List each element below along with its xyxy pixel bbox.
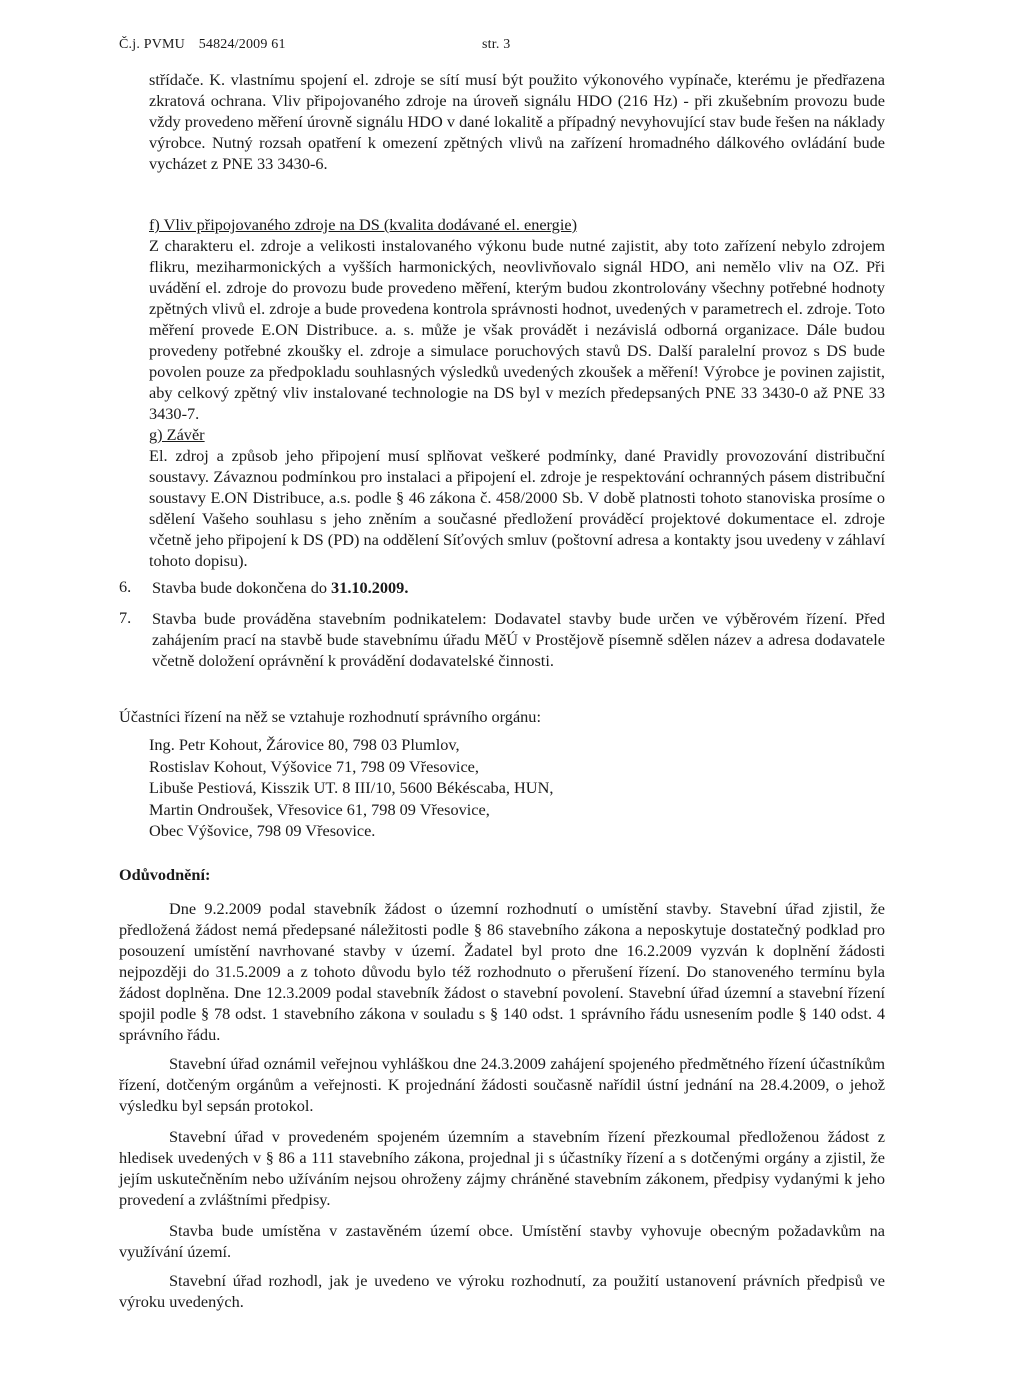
justification-paragraph-4: Stavba bude umístěna v zastavěném území obce. Umístění stavby vyhovuje obecným požadavkům na využívání území. bbox=[119, 1221, 885, 1261]
section-f-body: Z charakteru el. zdroje a velikosti instalovaného výkonu bude nutné zajistit, aby toto zařízení nebylo zdrojem flikru, meziharmonických a vyšších harmonických, neovlivňovalo signál HDO, ani nemělo vliv na OZ. Při uvádění el. zdroje do provozu bude provedeno měření, kterým budou zkontrolovány všechny potřebné hodnoty zpětných vlivů el. zdroje a bude provedena kontrola správnosti hodnot, uvedených v parametrech el. zdroje. Toto měření provede E.ON Distribuce. a. s. může je však provádět i nezávislá odborná organizace. Dále budou provedeny potřebné zkoušky el. zdroje a simulace poruchových stavů DS. Další paralelní provoz s DS bude povolen pouze za předpokladu souhlasných výsledků uvedených zkoušek a měření! Výrobce je povinen zajistit, aby celkový zpětný vliv instalované technologie na DS byl v mezích předepsaných PNE 33 3430-0 až PNE 33 3430-7. bbox=[149, 236, 885, 423]
section-g-body: El. zdroj a způsob jeho připojení musí splňovat veškeré podmínky, dané Pravidly provozování distribuční soustavy. Závaznou podmínkou pro instalaci a připojení el. zdroje je respektování ochranných pásem distribuční soustavy E.ON Distribuce, a.s. podle § 46 zákona č. 458/2000 Sb. V době platnosti tohoto stanoviska prosíme o sdělení Vašeho souhlasu s jeho zněním a současné předložení prováděcí projektové dokumentace el. zdroje včetně jeho připojení k DS (PD) na oddělení Síťových smluv (poštovní adresa a kontakty jsou uvedeny v záhlaví tohoto dopisu). bbox=[149, 446, 885, 570]
page-number: str. 3 bbox=[482, 37, 511, 52]
reference-number: 54824/2009 61 bbox=[198, 37, 286, 52]
section-g-heading: g) Závěr bbox=[149, 425, 205, 444]
justification-heading: Odůvodnění: bbox=[119, 865, 211, 884]
item-6-number: 6. bbox=[119, 577, 132, 596]
item-6-text bbox=[152, 577, 888, 598]
justification-paragraph-1: Dne 9.2.2009 podal stavebník žádost o územní rozhodnutí o umístění stavby. Stavební úřad zjistil, že předložená žádost nemá předepsané náležitosti podle § 86 stavebního zákona a neposkytuje dostatečný podklad pro posouzení umístění navrhované stavby v území. Žadatel byl proto dne 16.2.2009 vyzván k doplnění žádosti nejpozději do 31.5.2009 a z tohoto důvodu bylo též rozhodnuto o přerušení řízení. Do stanoveného termínu byla žádost doplněna. Dne 12.3.2009 podal stavebník žádost o stavební povolení. Stavební úřad územní a stavební řízení spojil podle § 78 odst. 1 stavebního zákona v souladu s § 140 odst. 1 správního řádu usnesením podle § 140 odst. 4 správního řádu. bbox=[119, 899, 885, 1044]
participant-item: Rostislav Kohout, Výšovice 71, 798 09 Vřesovice, bbox=[149, 756, 479, 776]
section-f-heading: f) Vliv připojovaného zdroje na DS (kvalita dodávané el. energie) bbox=[149, 215, 577, 234]
participant-item: Obec Výšovice, 798 09 Vřesovice. bbox=[149, 821, 376, 840]
reference-label: Č.j. PVMU bbox=[119, 37, 185, 52]
completion-date: 31.10.2009. bbox=[331, 578, 409, 597]
item-7-number: 7. bbox=[119, 608, 132, 627]
section-e-continuation: střídače. K. vlastnímu spojení el. zdroje se sítí musí být použito výkonového vypínače, kterému je předřazena zkratová ochrana. Vliv připojovaného zdroje na úroveň signálu HDO (216 Hz) - při zkušebním provozu bude vždy provedeno měření úrovně signálu HDO v dané lokalitě a případný nevyhovující stav bude řešen na náklady výrobce. Nutný rozsah opatření k omezení zpětných vlivů na zařízení hromadného dálkového ovládání bude vycházet z PNE 33 3430-6. bbox=[149, 70, 885, 173]
participants-heading: Účastníci řízení na něž se vztahuje rozhodnutí správního orgánu: bbox=[119, 707, 541, 726]
participant-item: Ing. Petr Kohout, Žárovice 80, 798 03 Plumlov, bbox=[149, 735, 460, 754]
justification-paragraph-5: Stavební úřad rozhodl, jak je uvedeno ve výroku rozhodnutí, za použití ustanovení právních předpisů ve výroku uvedených. bbox=[119, 1271, 885, 1311]
item-6-label: Stavba bude dokončena do bbox=[152, 578, 332, 597]
justification-paragraph-3: Stavební úřad v provedeném spojeném územním a stavebním řízení přezkoumal předloženou žádost z hledisek uvedených v § 86 a 111 stavebního zákona, projednal ji s účastníky řízení a s dotčenými orgány a zjistil, že jejím uskutečněním nebo užíváním nejsou ohroženy zájmy chráněné stavebním zákonem, předpisy vydanými k jeho provedení a zvláštními předpisy. bbox=[119, 1127, 885, 1209]
participant-item: Libuše Pestiová, Kisszik UT. 8 III/10, 5600 Békéscaba, HUN, bbox=[149, 778, 554, 797]
participant-item: Martin Ondroušek, Vřesovice 61, 798 09 Vřesovice, bbox=[149, 799, 490, 819]
justification-paragraph-2: Stavební úřad oznámil veřejnou vyhláškou dne 24.3.2009 zahájení spojeného předmětného řízení účastníkům řízení, dotčeným orgánům a veřejnosti. K projednání žádosti současně nařídil ústní jednání na 28.4.2009, o jehož výsledku byl sepsán protokol. bbox=[119, 1054, 885, 1115]
participants-list bbox=[149, 734, 885, 842]
item-7-text: Stavba bude prováděna stavebním podnikatelem: Dodavatel stavby bude určen ve výběrovém řízení. Před zahájením prací na stavbě bude stavebnímu úřadu MěÚ v Prostějově písemně sdělen název a adresa dodavatele včetně doložení oprávnění k provádění dodavatelské činnosti. bbox=[152, 609, 885, 670]
page-header bbox=[119, 37, 511, 53]
